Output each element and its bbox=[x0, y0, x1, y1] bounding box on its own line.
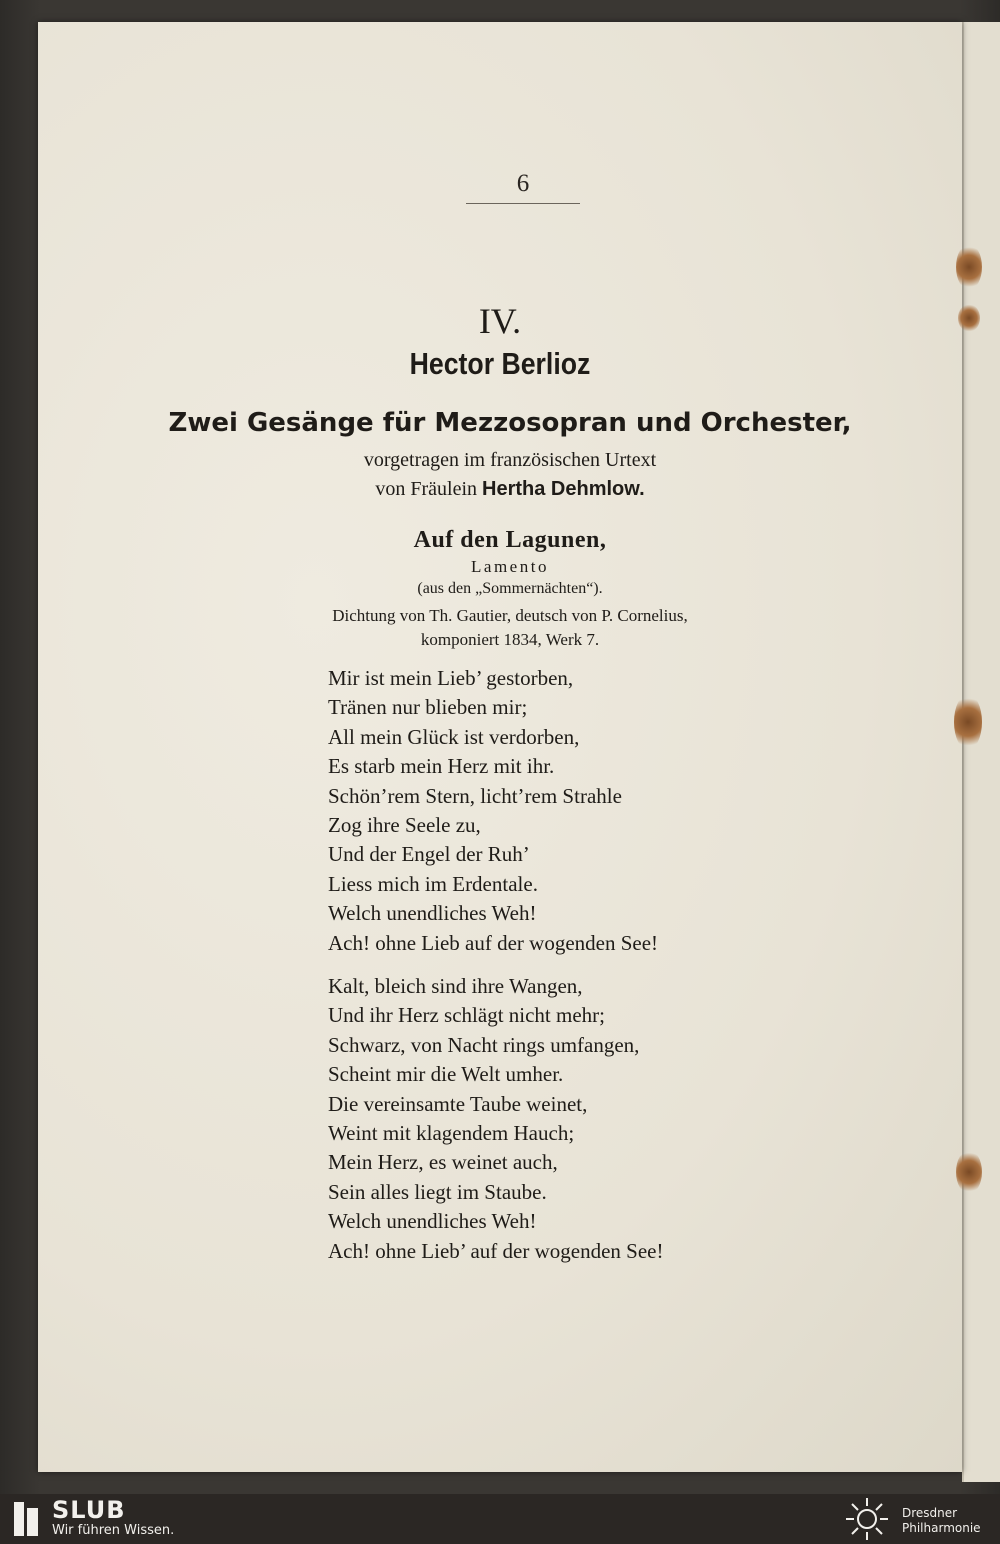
work-title: Zwei Gesänge für Mezzosopran und Orchester, bbox=[168, 408, 852, 438]
stain-mark bbox=[956, 244, 982, 290]
song-title: Auf den Lagunen, bbox=[413, 527, 607, 553]
poem-line: Weint mit klagendem Hauch; bbox=[328, 1120, 575, 1145]
song-credit: Dichtung von Th. Gautier, deutsch von P. Cornelius, bbox=[332, 606, 688, 625]
performer-prefix: von Fräulein bbox=[375, 478, 478, 500]
poem-line: All mein Glück ist verdorben, bbox=[328, 724, 580, 749]
poem-line: Ach! ohne Lieb auf der wogenden See! bbox=[328, 930, 659, 955]
poem-line: Mein Herz, es weinet auch, bbox=[328, 1150, 558, 1175]
poem-line: Welch unendliches Weh! bbox=[328, 1209, 537, 1234]
poem-line: Kalt, bleich sind ihre Wangen, bbox=[328, 974, 583, 998]
singer-name: Hertha Dehmlow. bbox=[482, 478, 645, 500]
poem-stanza-1 bbox=[328, 664, 658, 958]
poem-line: Tränen nur blieben mir; bbox=[328, 695, 528, 720]
poem-line: Sein alles liegt im Staube. bbox=[328, 1179, 547, 1204]
page-number-rule bbox=[466, 203, 580, 204]
section-numeral: IV. bbox=[478, 301, 522, 341]
poem-line: Schön’rem Stern, licht’rem Strahle bbox=[328, 783, 622, 808]
stain-mark bbox=[956, 1150, 982, 1194]
song-source: (aus den „Sommernächten“). bbox=[417, 580, 603, 597]
library-tagline: Wir führen Wissen. bbox=[52, 1523, 175, 1538]
poem-line: Mir ist mein Lieb’ gestorben, bbox=[328, 666, 574, 690]
stain-mark bbox=[954, 694, 982, 750]
composer-name: Hector Berlioz bbox=[409, 346, 591, 381]
philharmonie-logo-icon[interactable] bbox=[842, 1496, 892, 1542]
poem-line: Schwarz, von Nacht rings umfangen, bbox=[328, 1032, 640, 1057]
poem-line: Welch unendliches Weh! bbox=[328, 901, 537, 926]
performer-line bbox=[48, 478, 972, 501]
poem-line: Die vereinsamte Taube weinet, bbox=[328, 1091, 588, 1116]
partner-name-line1: Dresdner bbox=[902, 1506, 958, 1520]
poem-line: Es starb mein Herz mit ihr. bbox=[328, 754, 555, 779]
performance-note: vorgetragen im französischen Urtext bbox=[363, 449, 657, 471]
poem-line: Scheint mir die Welt umher. bbox=[328, 1062, 564, 1087]
poem-stanza-2 bbox=[328, 972, 663, 1266]
poem-line: Und ihr Herz schlägt nicht mehr; bbox=[328, 1003, 605, 1028]
partner-name-line2: Philharmonie bbox=[902, 1521, 981, 1535]
slub-logo-icon[interactable] bbox=[12, 1500, 40, 1538]
poem-line: Zog ihre Seele zu, bbox=[328, 812, 481, 837]
page-number: 6 bbox=[516, 170, 530, 197]
library-name[interactable]: SLUB bbox=[52, 1496, 126, 1524]
poem-line: Liess mich im Erdentale. bbox=[328, 871, 538, 896]
song-composition-date: komponiert 1834, Werk 7. bbox=[420, 630, 600, 649]
song-genre: Lamento bbox=[471, 557, 549, 576]
facing-page-edge bbox=[962, 22, 1000, 1482]
poem-line: Ach! ohne Lieb’ auf der wogenden See! bbox=[328, 1238, 664, 1263]
poem-line: Und der Engel der Ruh’ bbox=[328, 842, 530, 867]
viewer-footer bbox=[0, 1494, 1000, 1544]
